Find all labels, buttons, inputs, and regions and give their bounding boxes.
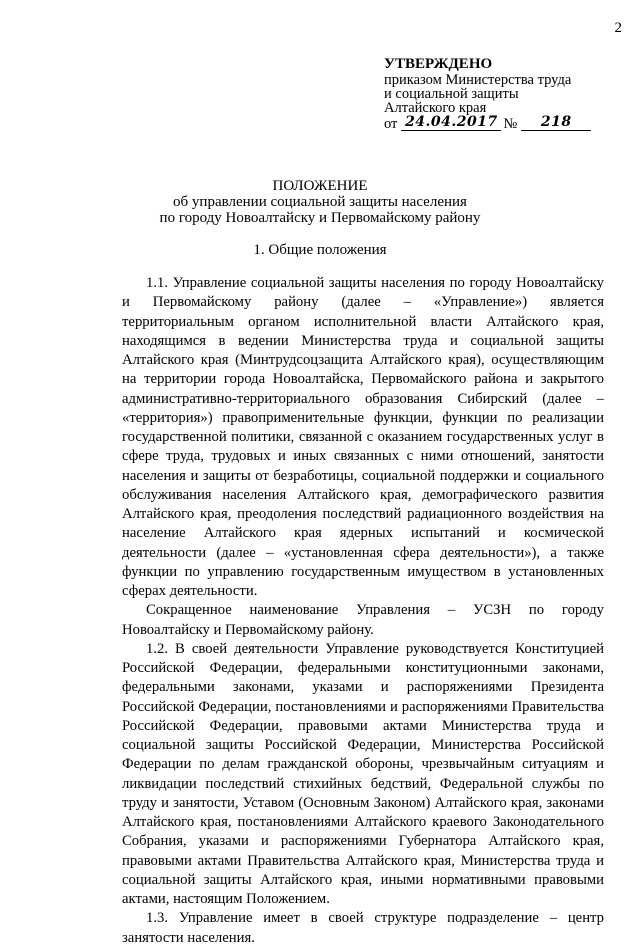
paragraph-1-3: 1.3. Управление имеет в своей структуре подразделение – центр занятости населения.: [122, 910, 604, 946]
approval-line-1: приказом Министерства труда: [384, 72, 572, 88]
handwritten-date: 24.04.2017: [401, 115, 501, 131]
section-heading: 1. Общие положения: [253, 242, 387, 258]
document-heading: ПОЛОЖЕНИЕ: [272, 178, 368, 194]
paragraph-short-name: Сокращенное наименование Управления – УСЗН по городу Новоалтайску и Первомайскому району.: [122, 602, 604, 638]
approval-line-3: Алтайского края: [384, 100, 487, 116]
paragraph-1-1: 1.1. Управление социальной защиты населения по городу Новоалтайску и Первомайскому району (далее – «Управление») является территориальным органом исполнительной власти Алтайского края, находящимся в ведении Министерства труда и социальной защиты Алтайского края (Минтрудсоцзащита Алтайского края), осуществляющим на территории города Новоалтайска, Первомайского района и закрытого административно-территориального образования Сибирский (далее – «территория») правоприменительные функции, функции по реализации государственной политики, связанной с оказанием государственных услуг в сфере труда, трудовых и иных связанных с ними отношений, занятости населения и защиты от безработицы, социальной поддержки и социального обслуживания населения Алтайского края, демографического развития Алтайского края, преодоления последствий радиационного воздействия на население Алтайского края ядерных испытаний и космической деятельности (далее – «установленная сфера деятельности»), а также функции по управлению государственным имуществом в установленных сферах деятельности.: [122, 275, 604, 599]
number-prefix: №: [503, 116, 518, 132]
date-prefix: от: [384, 116, 398, 132]
approval-line-2: и социальной защиты: [384, 86, 519, 102]
document-subtitle-line-2: по городу Новоалтайску и Первомайскому району: [159, 210, 481, 226]
approval-title: УТВЕРЖДЕНО: [384, 56, 493, 72]
page-number: 2: [614, 20, 622, 36]
document-body: [122, 274, 604, 948]
approval-date-row: [384, 115, 620, 131]
paragraph-1-2: 1.2. В своей деятельности Управление руководствуется Конституцией Российской Федерации, федеральными конституционными законами, федеральными законами, указами и распоряжениями Президента Российской Федерации, постановлениями и распоряжениями Правительства Российской Федерации, правовыми актами Министерства труда и социальной защиты Российской Федерации, Министерства Российской Федерации по делам гражданской обороны, чрезвычайным ситуациям и ликвидации последствий стихийных бедствий, Федеральной службы по труду и занятости, Уставом (Основным Законом) Алтайского края, законами Алтайского края, постановлениями Алтайского краевого Законодательного Собрания, указами и распоряжениями Губернатора Алтайского края, правовыми актами Правительства Алтайского края, Министерства труда и социальной защиты Алтайского края, иными нормативными правовыми актами, настоящим Положением.: [122, 640, 604, 907]
approval-stamp: [384, 57, 620, 131]
document-subtitle-line-1: об управлении социальной защиты населения: [173, 194, 467, 210]
handwritten-number: 218: [521, 115, 591, 131]
